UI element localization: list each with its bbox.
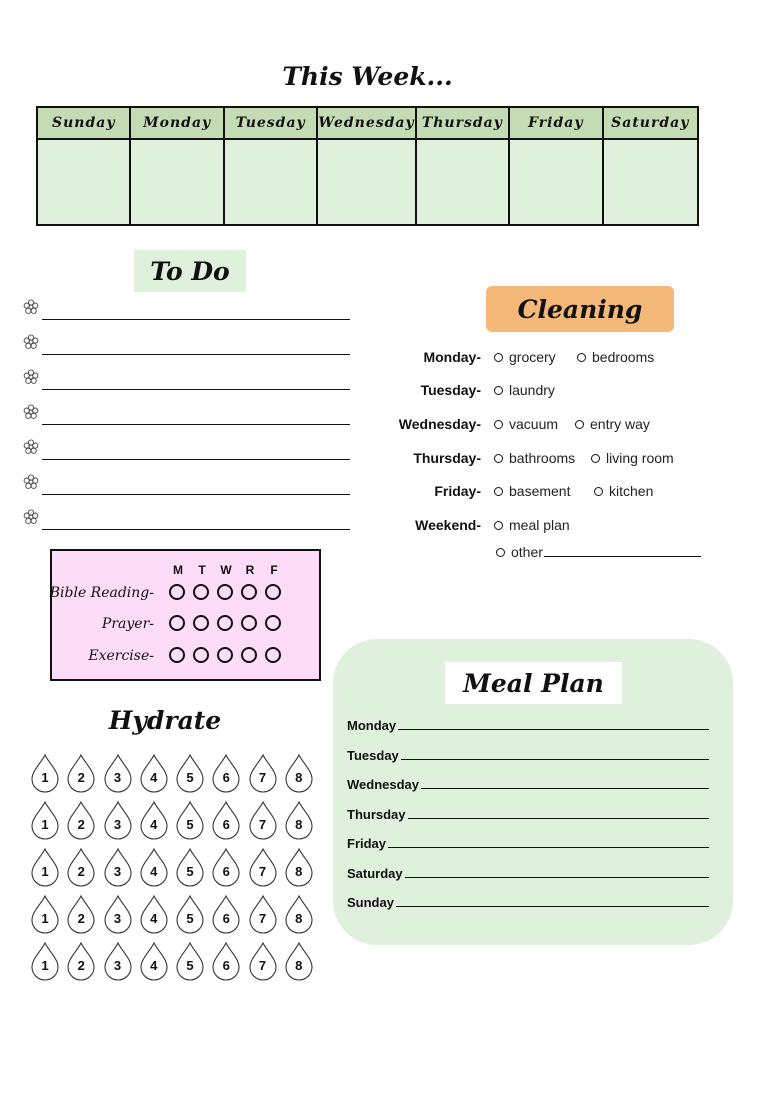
todo-item: [22, 506, 352, 541]
meal-plan-line[interactable]: [405, 877, 709, 878]
habit-checkboxes: [165, 647, 285, 663]
checkbox-circle-icon[interactable]: [494, 454, 503, 463]
todo-item: [22, 401, 352, 436]
habit-checkbox[interactable]: [241, 615, 257, 631]
drop-number: 3: [113, 958, 122, 973]
checkbox-circle-icon[interactable]: [494, 521, 503, 530]
flower-icon: [22, 403, 40, 421]
water-drop-icon[interactable]: [282, 753, 318, 793]
week-cell-wednesday[interactable]: [318, 140, 416, 224]
cleaning-task-label: entry way: [590, 416, 650, 432]
drop-number: 4: [150, 864, 158, 879]
drop-number: 5: [186, 958, 194, 973]
checkbox-circle-icon[interactable]: [575, 420, 584, 429]
habit-row: [49, 582, 319, 606]
meal-plan-title: Meal Plan: [445, 662, 622, 704]
cleaning-task[interactable]: [494, 517, 570, 533]
week-title: This Week...: [282, 62, 453, 91]
habit-tracker: [50, 549, 321, 681]
todo-line[interactable]: [42, 424, 350, 425]
week-day-wednesday: Wednesday: [318, 108, 416, 140]
water-drop-icon[interactable]: [64, 894, 100, 934]
habit-day-headers: [166, 563, 286, 577]
water-drop-icon[interactable]: [209, 753, 245, 793]
cleaning-task[interactable]: [494, 416, 558, 432]
week-day-tuesday: Tuesday: [225, 108, 318, 140]
habit-checkbox[interactable]: [169, 615, 185, 631]
habit-checkboxes: [165, 615, 285, 631]
week-cell-sunday[interactable]: [38, 140, 131, 224]
water-drop-icon[interactable]: [101, 800, 137, 840]
meal-plan-row: [347, 831, 709, 851]
hydrate-row: [28, 847, 318, 894]
week-day-monday: Monday: [131, 108, 224, 140]
todo-title: To Do: [134, 250, 246, 292]
water-drop-icon[interactable]: [209, 847, 245, 887]
water-drop-icon[interactable]: [173, 800, 209, 840]
cleaning-other-row: [380, 542, 740, 562]
cleaning-other-line[interactable]: [544, 556, 701, 557]
meal-plan-day: Tuesday: [347, 747, 399, 763]
week-cell-thursday[interactable]: [417, 140, 510, 224]
checkbox-circle-icon[interactable]: [494, 420, 503, 429]
drop-number: 2: [77, 958, 85, 973]
water-drop-icon[interactable]: [282, 800, 318, 840]
meal-plan-day: Thursday: [347, 806, 406, 822]
flower-icon: [22, 508, 40, 526]
water-drop-icon[interactable]: [246, 894, 282, 934]
drop-number: 7: [258, 864, 267, 879]
drop-number: 7: [258, 958, 267, 973]
drop-number: 2: [77, 817, 85, 832]
checkbox-circle-icon[interactable]: [496, 548, 505, 557]
cleaning-task[interactable]: [494, 483, 570, 499]
drop-number: 7: [258, 817, 267, 832]
hydrate-row: [28, 753, 318, 800]
habit-row: [52, 613, 319, 637]
week-day-sunday: Sunday: [38, 108, 131, 140]
meal-plan-row: [347, 743, 709, 763]
drop-number: 3: [113, 864, 122, 879]
habit-checkbox[interactable]: [217, 647, 233, 663]
meal-plan-line[interactable]: [401, 759, 709, 760]
cleaning-day: Thursday-: [413, 450, 481, 466]
water-drop-icon[interactable]: [101, 941, 137, 981]
cleaning-task-label: kitchen: [609, 483, 654, 499]
meal-plan-line[interactable]: [396, 906, 709, 907]
water-drop-icon[interactable]: [173, 847, 209, 887]
cleaning-day: Tuesday-: [420, 382, 481, 398]
week-grid: [36, 106, 699, 226]
todo-item: [22, 366, 352, 401]
habit-checkbox[interactable]: [241, 647, 257, 663]
flower-icon: [22, 473, 40, 491]
week-day-friday: Friday: [510, 108, 603, 140]
drop-number: 5: [186, 817, 194, 832]
cleaning-task-label: bathrooms: [509, 450, 576, 466]
todo-line[interactable]: [42, 319, 350, 320]
todo-line[interactable]: [42, 529, 350, 530]
drop-number: 2: [77, 770, 85, 785]
drop-number: 4: [150, 770, 158, 785]
water-drop-icon[interactable]: [28, 847, 64, 887]
meal-plan-row: [347, 772, 709, 792]
checkbox-circle-icon[interactable]: [494, 353, 503, 362]
drop-number: 8: [295, 958, 303, 973]
drop-number: 1: [41, 911, 49, 926]
meal-plan-day: Sunday: [347, 895, 394, 910]
cleaning-task[interactable]: [494, 450, 575, 466]
water-drop-icon[interactable]: [64, 941, 100, 981]
water-drop-icon[interactable]: [101, 847, 137, 887]
cleaning-other-label: other: [511, 544, 543, 560]
todo-line[interactable]: [42, 354, 350, 355]
water-drop-icon[interactable]: [209, 894, 245, 934]
habit-checkbox[interactable]: [265, 647, 281, 663]
water-drop-icon[interactable]: [209, 941, 245, 981]
meal-plan-line[interactable]: [421, 788, 709, 789]
drop-number: 6: [222, 958, 230, 973]
meal-plan-day: Saturday: [347, 865, 403, 881]
water-drop-icon[interactable]: [64, 753, 100, 793]
drop-number: 1: [41, 770, 49, 785]
checkbox-circle-icon[interactable]: [591, 454, 600, 463]
cleaning-task[interactable]: [577, 349, 654, 365]
cleaning-task[interactable]: [575, 416, 650, 432]
habit-day-header: W: [220, 563, 232, 577]
cleaning-row: [380, 481, 740, 501]
drop-number: 6: [222, 770, 230, 785]
checkbox-circle-icon[interactable]: [594, 487, 603, 496]
drop-number: 8: [295, 864, 303, 879]
drop-number: 2: [77, 911, 85, 926]
water-drop-icon[interactable]: [137, 847, 173, 887]
hydrate-row: [28, 941, 318, 988]
week-cell-friday[interactable]: [510, 140, 603, 224]
drop-number: 3: [113, 911, 122, 926]
habit-checkboxes: [165, 584, 285, 600]
cleaning-task-label: bedrooms: [592, 349, 655, 365]
hydrate-row: [28, 800, 318, 847]
drop-number: 3: [113, 817, 122, 832]
drop-number: 8: [295, 817, 303, 832]
habit-checkbox[interactable]: [265, 615, 281, 631]
meal-plan-box: [333, 639, 733, 945]
water-drop-icon[interactable]: [173, 941, 209, 981]
drop-number: 6: [222, 817, 230, 832]
water-drop-icon[interactable]: [64, 847, 100, 887]
cleaning-task[interactable]: [494, 382, 555, 398]
cleaning-day: Friday-: [434, 483, 481, 499]
drop-number: 1: [41, 958, 49, 973]
hydrate-row: [28, 894, 318, 941]
meal-plan-row: [347, 802, 709, 822]
water-drop-icon[interactable]: [28, 800, 64, 840]
cleaning-task[interactable]: [494, 349, 556, 365]
habit-day-header: M: [173, 563, 183, 577]
habit-checkbox[interactable]: [169, 584, 185, 600]
cleaning-task-label: living room: [606, 450, 674, 466]
habit-checkbox[interactable]: [241, 584, 257, 600]
drop-number: 4: [150, 817, 158, 832]
cleaning-task-label: vacuum: [509, 416, 559, 432]
todo-line[interactable]: [42, 389, 350, 390]
water-drop-icon[interactable]: [137, 753, 173, 793]
habit-day-header: T: [198, 563, 206, 577]
drop-number: 8: [295, 770, 303, 785]
habit-checkbox[interactable]: [193, 615, 209, 631]
meal-plan-day: Monday: [347, 718, 397, 733]
hydrate-title: Hydrate: [108, 706, 222, 735]
water-drop-icon[interactable]: [64, 800, 100, 840]
habit-checkbox[interactable]: [193, 584, 209, 600]
todo-line[interactable]: [42, 459, 350, 460]
todo-item: [22, 471, 352, 506]
drop-number: 5: [186, 911, 194, 926]
cleaning-day: Weekend-: [415, 517, 481, 533]
todo-item: [22, 296, 352, 331]
drop-number: 4: [150, 911, 158, 926]
meal-plan-row: [347, 861, 709, 881]
meal-plan-line[interactable]: [388, 847, 709, 848]
water-drop-icon[interactable]: [282, 941, 318, 981]
habit-day-header: R: [245, 563, 255, 577]
meal-plan-line[interactable]: [408, 818, 709, 819]
todo-item: [22, 331, 352, 366]
cleaning-task[interactable]: [591, 450, 674, 466]
water-drop-icon[interactable]: [137, 800, 173, 840]
drop-number: 3: [113, 770, 122, 785]
meal-plan-line[interactable]: [398, 729, 709, 730]
cleaning-day: Wednesday-: [398, 416, 481, 432]
cleaning-task-label: laundry: [509, 382, 555, 398]
drop-number: 1: [41, 864, 49, 879]
water-drop-icon[interactable]: [173, 753, 209, 793]
week-cell-saturday[interactable]: [604, 140, 697, 224]
checkbox-circle-icon[interactable]: [494, 487, 503, 496]
cleaning-row: [380, 347, 740, 367]
habit-checkbox[interactable]: [265, 584, 281, 600]
drop-number: 2: [77, 864, 85, 879]
habit-label: Exercise-: [88, 648, 154, 664]
habit-checkbox[interactable]: [217, 584, 233, 600]
water-drop-icon[interactable]: [246, 941, 282, 981]
checkbox-circle-icon[interactable]: [577, 353, 586, 362]
water-drop-icon[interactable]: [28, 753, 64, 793]
drop-number: 1: [41, 817, 49, 832]
hydrate-tracker: [28, 753, 318, 988]
week-day-saturday: Saturday: [604, 108, 697, 140]
cleaning-title: Cleaning: [486, 286, 674, 332]
water-drop-icon[interactable]: [28, 894, 64, 934]
habit-checkbox[interactable]: [217, 615, 233, 631]
cleaning-task-label: grocery: [509, 349, 556, 365]
meal-plan-day: Wednesday: [347, 777, 420, 792]
week-cell-tuesday[interactable]: [225, 140, 318, 224]
week-day-thursday: Thursday: [417, 108, 510, 140]
water-drop-icon[interactable]: [246, 847, 282, 887]
habit-checkbox[interactable]: [193, 647, 209, 663]
water-drop-icon[interactable]: [282, 894, 318, 934]
cleaning-row: [380, 380, 740, 400]
cleaning-other[interactable]: [496, 544, 701, 560]
flower-icon: [22, 368, 40, 386]
todo-item: [22, 436, 352, 471]
cleaning-row: [380, 414, 740, 434]
flower-icon: [22, 298, 40, 316]
water-drop-icon[interactable]: [246, 800, 282, 840]
cleaning-task-label: meal plan: [509, 517, 570, 533]
water-drop-icon[interactable]: [173, 894, 209, 934]
drop-number: 7: [258, 770, 267, 785]
habit-label: Prayer-: [101, 616, 154, 632]
cleaning-task-label: basement: [509, 483, 571, 499]
habit-row: [52, 645, 319, 669]
cleaning-day: Monday-: [423, 349, 481, 365]
water-drop-icon[interactable]: [246, 753, 282, 793]
habit-label: Bible Reading-: [49, 585, 154, 601]
water-drop-icon[interactable]: [209, 800, 245, 840]
water-drop-icon[interactable]: [137, 894, 173, 934]
drop-number: 8: [295, 911, 303, 926]
water-drop-icon[interactable]: [282, 847, 318, 887]
meal-plan-row: [347, 890, 709, 910]
todo-list: [22, 296, 352, 541]
water-drop-icon[interactable]: [101, 894, 137, 934]
flower-icon: [22, 438, 40, 456]
cleaning-row: [380, 448, 740, 468]
drop-number: 6: [222, 911, 230, 926]
cleaning-task[interactable]: [594, 483, 653, 499]
habit-checkbox[interactable]: [169, 647, 185, 663]
water-drop-icon[interactable]: [28, 941, 64, 981]
habit-day-header: F: [270, 563, 278, 577]
flower-icon: [22, 333, 40, 351]
meal-plan-row: [347, 713, 709, 733]
water-drop-icon[interactable]: [101, 753, 137, 793]
todo-line[interactable]: [42, 494, 350, 495]
drop-number: 7: [258, 911, 267, 926]
week-cell-monday[interactable]: [131, 140, 224, 224]
checkbox-circle-icon[interactable]: [494, 386, 503, 395]
drop-number: 4: [150, 958, 158, 973]
water-drop-icon[interactable]: [137, 941, 173, 981]
drop-number: 5: [186, 770, 194, 785]
drop-number: 6: [222, 864, 230, 879]
meal-plan-day: Friday: [347, 836, 387, 851]
drop-number: 5: [186, 864, 194, 879]
cleaning-row: [380, 515, 740, 535]
